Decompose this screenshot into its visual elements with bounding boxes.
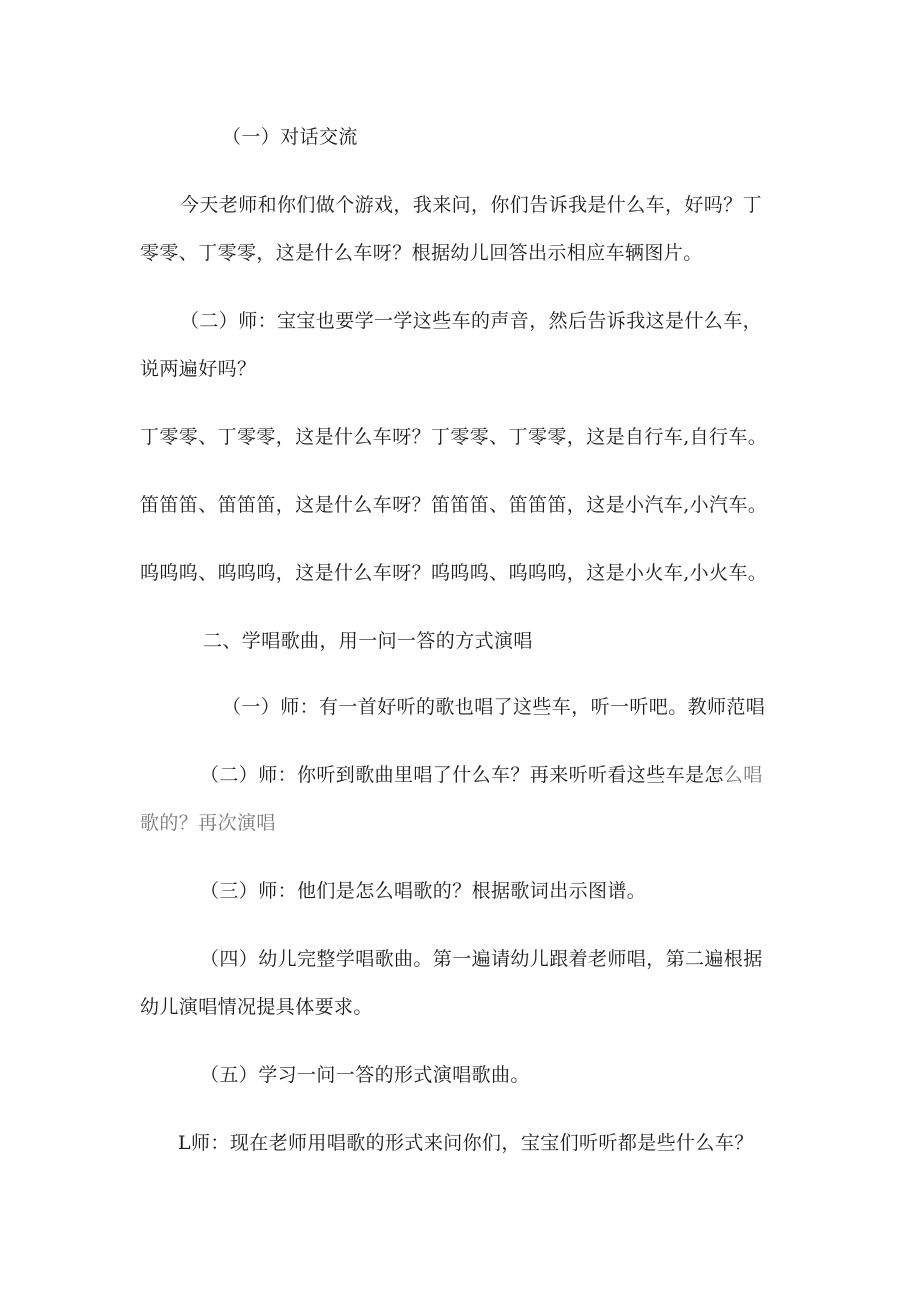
- paragraph-line: L师：现在老师用唱歌的形式来问你们，宝宝们听听都是些什么车？: [178, 1132, 754, 1154]
- paragraph-line: 说两遍好吗？: [140, 358, 257, 380]
- lyric-line-car: 笛笛笛、笛笛笛，这是什么车呀？笛笛笛、笛笛笛，这是小汽车,小汽车。: [140, 494, 768, 516]
- paragraph-line: （二）师：宝宝也要学一学这些车的声音，然后告诉我这是什么车，: [180, 310, 763, 332]
- faded-text: 么唱: [723, 764, 763, 786]
- paragraph-line: 零零、丁零零，这是什么车呀？根据幼儿回答出示相应车辆图片。: [140, 242, 703, 264]
- paragraph-line: （一）师：有一首好听的歌也唱了这些车，听一听吧。教师范唱: [222, 696, 766, 718]
- section-heading-dialogue: （一）对话交流: [222, 126, 358, 148]
- paragraph-line: （五）学习一问一答的形式演唱歌曲。: [200, 1064, 530, 1086]
- lyric-line-train: 呜呜呜、呜呜呜，这是什么车呀？呜呜呜、呜呜呜，这是小火车,小火车。: [140, 562, 768, 584]
- lyric-line-bicycle: 丁零零、丁零零，这是什么车呀？丁零零、丁零零，这是自行车,自行车。: [140, 426, 768, 448]
- paragraph-line: （四）幼儿完整学唱歌曲。第一遍请幼儿跟着老师唱，第二遍根据: [200, 948, 763, 970]
- paragraph-line: [200, 763, 763, 787]
- paragraph-text: （二）师：你听到歌曲里唱了什么车？再来听听看这些车是怎: [200, 764, 724, 786]
- section-heading-song: 二、学唱歌曲，用一问一答的方式演唱: [203, 630, 533, 652]
- paragraph-line: （三）师：他们是怎么唱歌的？根据歌词出示图谱。: [200, 880, 647, 902]
- paragraph-line: 今天老师和你们做个游戏，我来问，你们告诉我是什么车，好吗？丁: [180, 194, 763, 216]
- paragraph-line: 幼儿演唱情况提具体要求。: [140, 996, 373, 1018]
- faded-paragraph-line: 歌的？再次演唱: [140, 812, 276, 834]
